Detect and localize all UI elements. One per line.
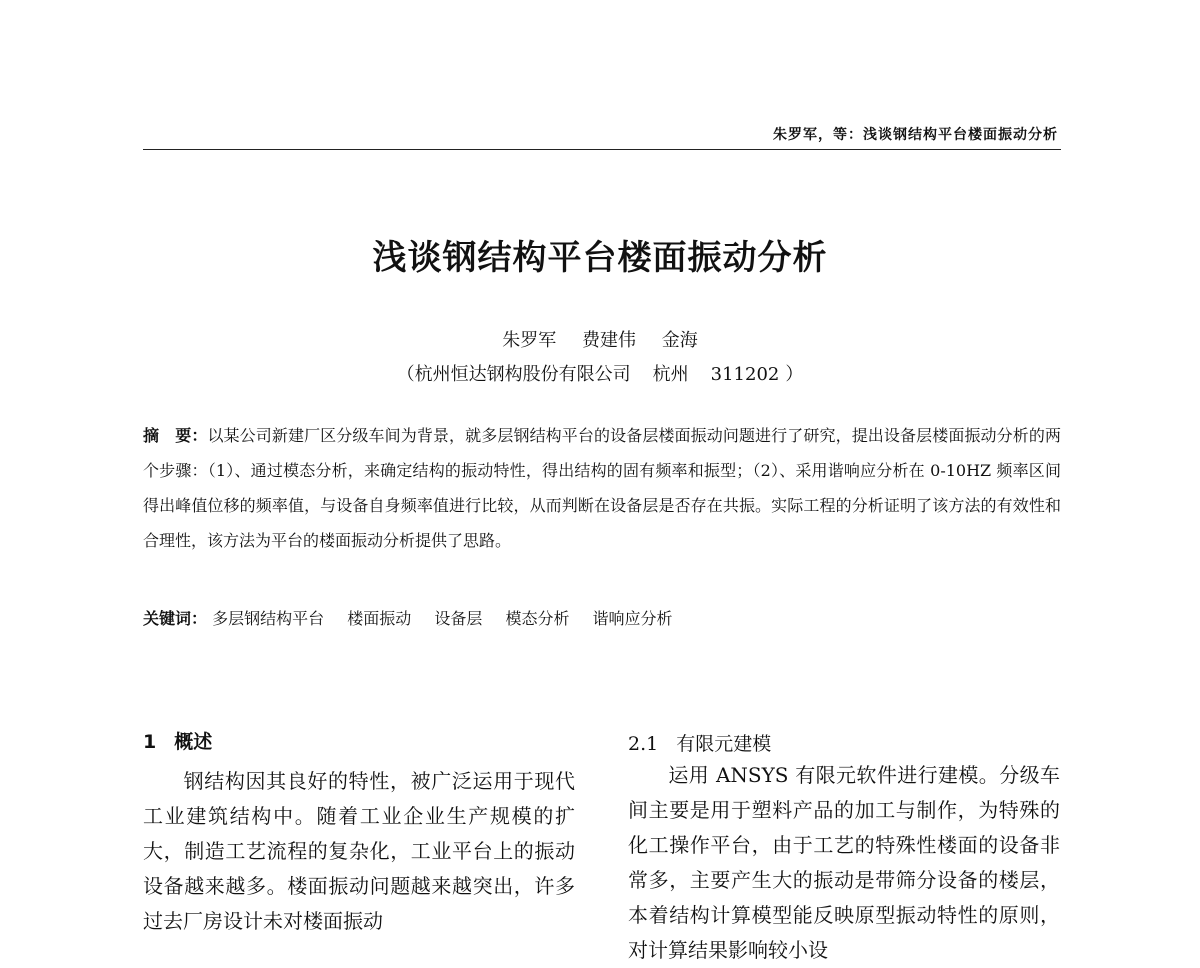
abstract: [143, 418, 1061, 558]
abstract-label: 摘 要：: [143, 426, 208, 445]
keyword-item: 谐响应分析: [592, 609, 673, 628]
subsection-heading: [628, 729, 771, 756]
author-name: 金海: [661, 330, 698, 351]
abstract-text: 以某公司新建厂区分级车间为背景，就多层钢结构平台的设备层楼面振动问题进行了研究，提出设备层楼面振动分析的两个步骤：（1）、通过模态分析，来确定结构的振动特性，得出结构的固有频率和振型；（2）、采用谐响应分析在 0-10HZ 频率区间得出峰值位移的频率值，与设备自身频率值进行比较，从而判断在设备层是否存在共振。实际工程的分析证明了该方法的有效性和合理性，该方法为平台的楼面振动分析提供了思路。: [143, 426, 1061, 550]
affiliation-postcode: 311202: [710, 364, 780, 385]
section-heading: [143, 727, 212, 754]
section-body-right: [628, 758, 1060, 962]
author-name: 费建伟: [582, 330, 636, 351]
affiliation-open-paren: （: [396, 364, 415, 385]
affiliation: [0, 360, 1200, 386]
keyword-item: 多层钢结构平台: [212, 609, 325, 628]
section-title: 概述: [174, 731, 213, 753]
keyword-item: 设备层: [434, 609, 483, 628]
author-list: [0, 326, 1200, 352]
affiliation-city: 杭州: [652, 364, 689, 385]
keyword-item: 楼面振动: [347, 609, 412, 628]
author-name: 朱罗军: [502, 330, 557, 351]
running-head: 朱罗军，等：浅谈钢结构平台楼面振动分析: [773, 127, 1058, 143]
subsection-title: 有限元建模: [676, 733, 772, 755]
section-body-left: [143, 764, 575, 935]
subsection-paragraph: 运用 ANSYS 有限元软件进行建模。分级车间主要是用于塑料产品的加工与制作，为特殊的化工操作平台，由于工艺的特殊性楼面的设备非常多，主要产生大的振动是带筛分设备的楼层，本着结构计算模型能反映原型振动特性的原则，对计算结果影响较小设: [628, 763, 1060, 962]
subsection-number: 2.1: [628, 733, 659, 755]
affiliation-close-paren: ）: [785, 364, 804, 385]
header-rule: [143, 149, 1061, 150]
keywords: [143, 606, 1061, 629]
paper-title: 浅谈钢结构平台楼面振动分析: [372, 238, 828, 278]
affiliation-company: 杭州恒达钢构股份有限公司: [414, 364, 631, 385]
keywords-label: 关键词：: [143, 609, 208, 628]
section-number: 1: [143, 731, 157, 753]
section-paragraph: 钢结构因其良好的特性，被广泛运用于现代工业建筑结构中。随着工业企业生产规模的扩大，制造工艺流程的复杂化，工业平台上的振动设备越来越多。楼面振动问题越来越突出，许多过去厂房设计未对楼面振动: [143, 769, 575, 933]
keyword-item: 模态分析: [505, 609, 570, 628]
